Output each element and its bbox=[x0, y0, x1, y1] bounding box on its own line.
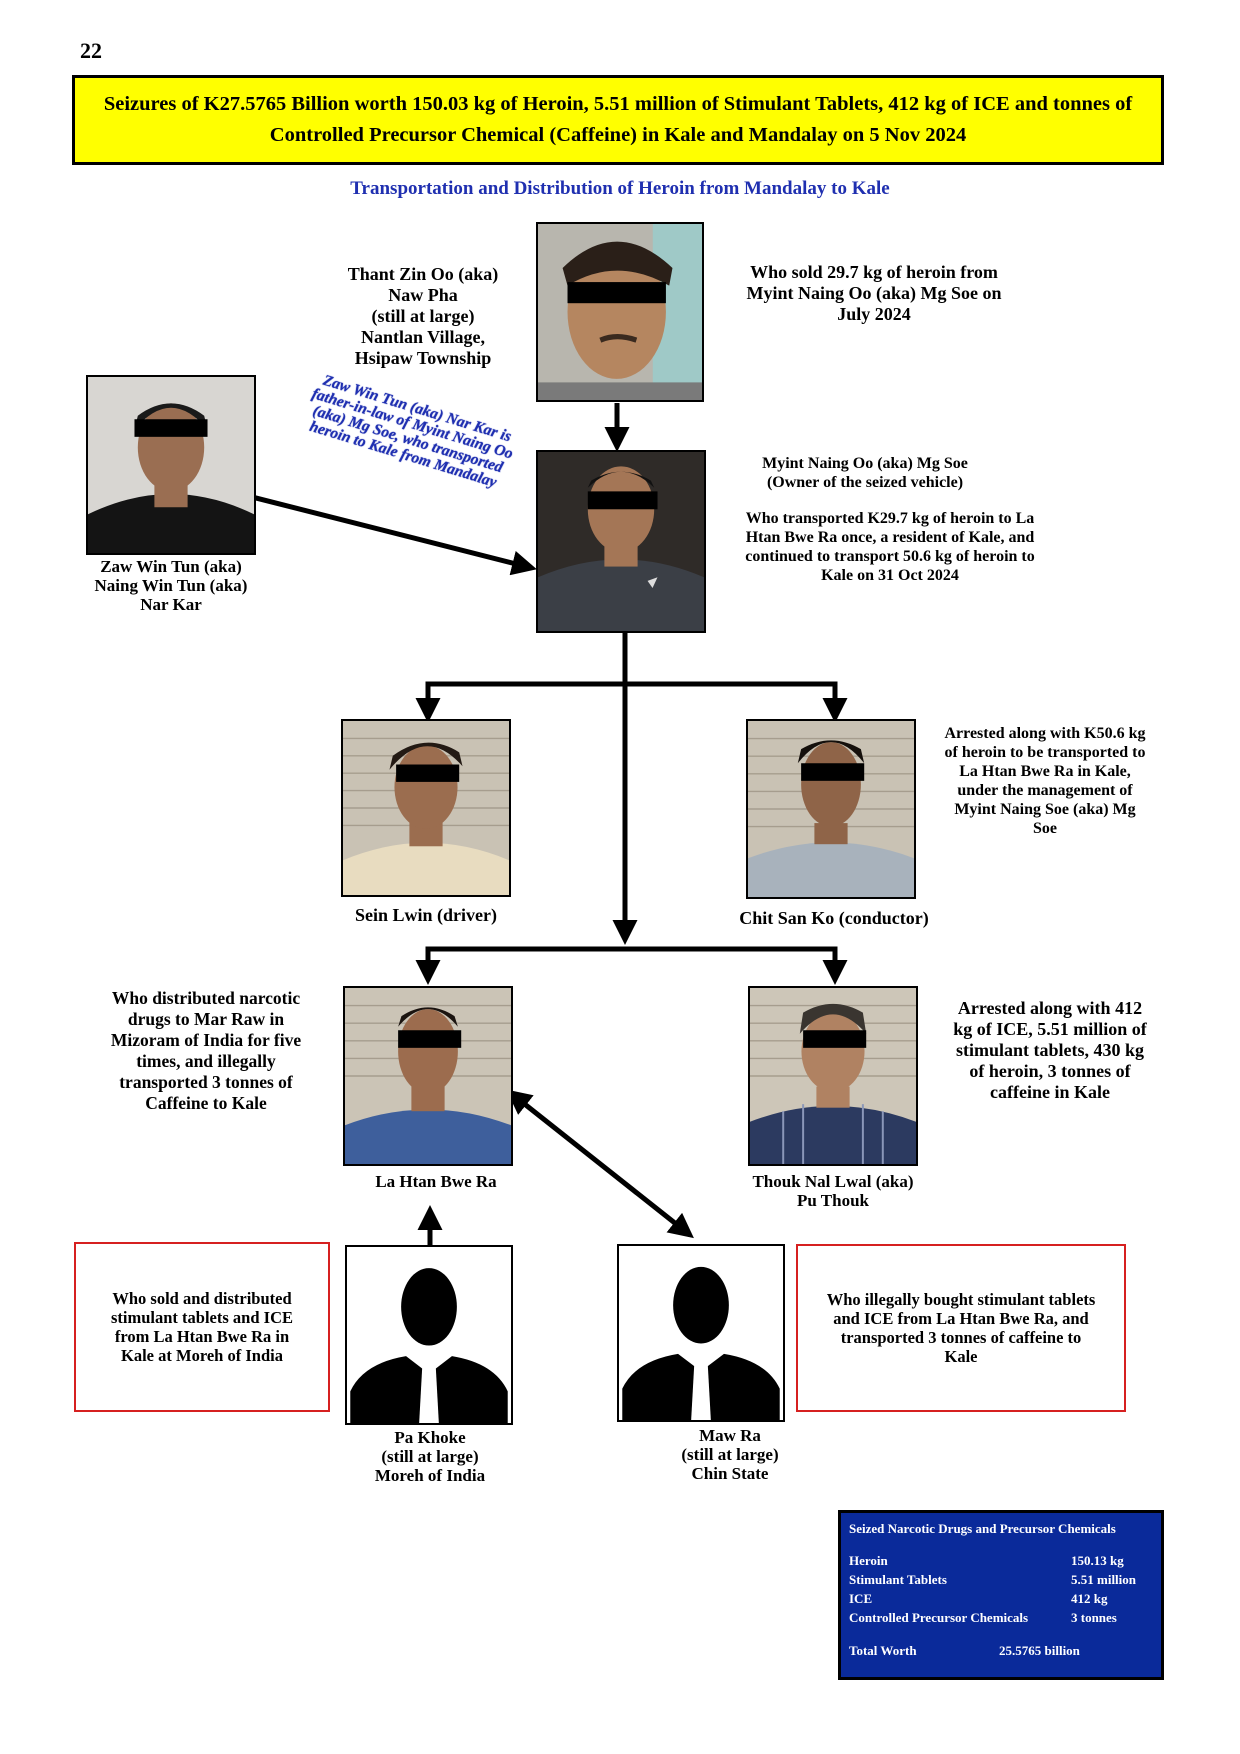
summary-title: Seized Narcotic Drugs and Precursor Chemicals bbox=[849, 1521, 1116, 1536]
note-pa-khoke: Who sold and distributed stimulant tablets and ICE from La Htan Bwe Ra in Kale at Moreh of India bbox=[74, 1242, 330, 1412]
note-thouk-nal-lwal: Arrested along with 412 kg of ICE, 5.51 million of stimulant tablets, 430 kg of heroin, 3 tonnes of caffeine in Kale bbox=[953, 998, 1147, 1102]
photo-myint-naing-oo bbox=[536, 450, 706, 633]
branch-level-2 bbox=[428, 949, 835, 974]
summary-row: Controlled Precursor Chemicals 3 tonnes bbox=[849, 1610, 1117, 1625]
page-number: 22 bbox=[80, 38, 102, 63]
note-chit-san-ko: Arrested along with K50.6 kg of heroin to be transported to La Htan Bwe Ra in Kale, under the management of Myint Naing Soe (aka) Mg Soe bbox=[944, 725, 1146, 837]
caption-thouk-nal-lwal: Thouk Nal Lwal (aka) Pu Thouk bbox=[752, 1172, 914, 1210]
photo-thant-zin-oo bbox=[536, 222, 704, 402]
summary-row: Heroin 150.13 kg bbox=[849, 1553, 1124, 1568]
note-thant-zin-oo: Who sold 29.7 kg of heroin from Myint Naing Oo (aka) Mg Soe on July 2024 bbox=[746, 262, 1002, 324]
title-banner: Seizures of K27.5765 Billion worth 150.03 kg of Heroin, 5.51 million of Stimulant Tablets, 412 kg of ICE and tonnes of Controlled Precursor Chemical (Caffeine) in Kale and Mandalay on 5 Nov 2024 bbox=[72, 75, 1164, 165]
photo-thouk-nal-lwal bbox=[748, 986, 918, 1166]
photo-sein-lwin bbox=[341, 719, 511, 897]
caption-sein-lwin: Sein Lwin (driver) bbox=[355, 905, 497, 925]
diagram-subtitle: Transportation and Distribution of Heroin from Mandalay to Kale bbox=[350, 178, 890, 199]
arrow-la-maw-bidirectional bbox=[522, 1102, 690, 1235]
caption-maw-ra: Maw Ra (still at large) Chin State bbox=[681, 1426, 779, 1483]
relation-note-zaw-myint: Zaw Win Tun (aka) Nar Kar is father-in-law of Myint Naing Oo (aka) Mg Soe, who transported heroin to Kale from Mandalay bbox=[307, 371, 516, 492]
arrow-zaw-to-myint bbox=[252, 497, 532, 568]
photo-chit-san-ko bbox=[746, 719, 916, 899]
summary-row: ICE 412 kg bbox=[849, 1591, 1108, 1606]
caption-pa-khoke: Pa Khoke (still at large) Moreh of India bbox=[374, 1428, 486, 1485]
photo-la-htan-bwe-ra bbox=[343, 986, 513, 1166]
summary-total: Total Worth 25.5765 billion bbox=[849, 1643, 1080, 1658]
photo-maw-ra-silhouette bbox=[617, 1244, 785, 1422]
photo-pa-khoke-silhouette bbox=[345, 1245, 513, 1425]
caption-thant-zin-oo: Thant Zin Oo (aka) Naw Pha (still at large) Nantlan Village, Hsipaw Township bbox=[347, 264, 499, 368]
note-myint-naing-oo: Who transported K29.7 kg of heroin to La Htan Bwe Ra once, a resident of Kale, and continued to transport 50.6 kg of heroin to Kale on 31 Oct 2024 bbox=[745, 510, 1035, 584]
caption-myint-naing-oo: Myint Naing Oo (aka) Mg Soe (Owner of the seized vehicle) bbox=[762, 455, 968, 491]
note-la-htan-bwe-ra: Who distributed narcotic drugs to Mar Raw in Mizoram of India for five times, and illegally transported 3 tonnes of Caffeine to Kale bbox=[110, 988, 302, 1113]
caption-chit-san-ko: Chit San Ko (conductor) bbox=[739, 908, 929, 928]
photo-zaw-win-tun bbox=[86, 375, 256, 555]
note-maw-ra: Who illegally bought stimulant tablets and ICE from La Htan Bwe Ra, and transported 3 tonnes of caffeine to Kale bbox=[796, 1244, 1126, 1412]
branch-level-1 bbox=[428, 684, 835, 718]
seizure-summary-box bbox=[838, 1510, 1164, 1680]
caption-zaw-win-tun: Zaw Win Tun (aka) Naing Win Tun (aka) Nar Kar bbox=[94, 557, 248, 614]
caption-la-htan-bwe-ra: La Htan Bwe Ra bbox=[375, 1172, 497, 1191]
summary-row: Stimulant Tablets 5.51 million bbox=[849, 1572, 1137, 1587]
